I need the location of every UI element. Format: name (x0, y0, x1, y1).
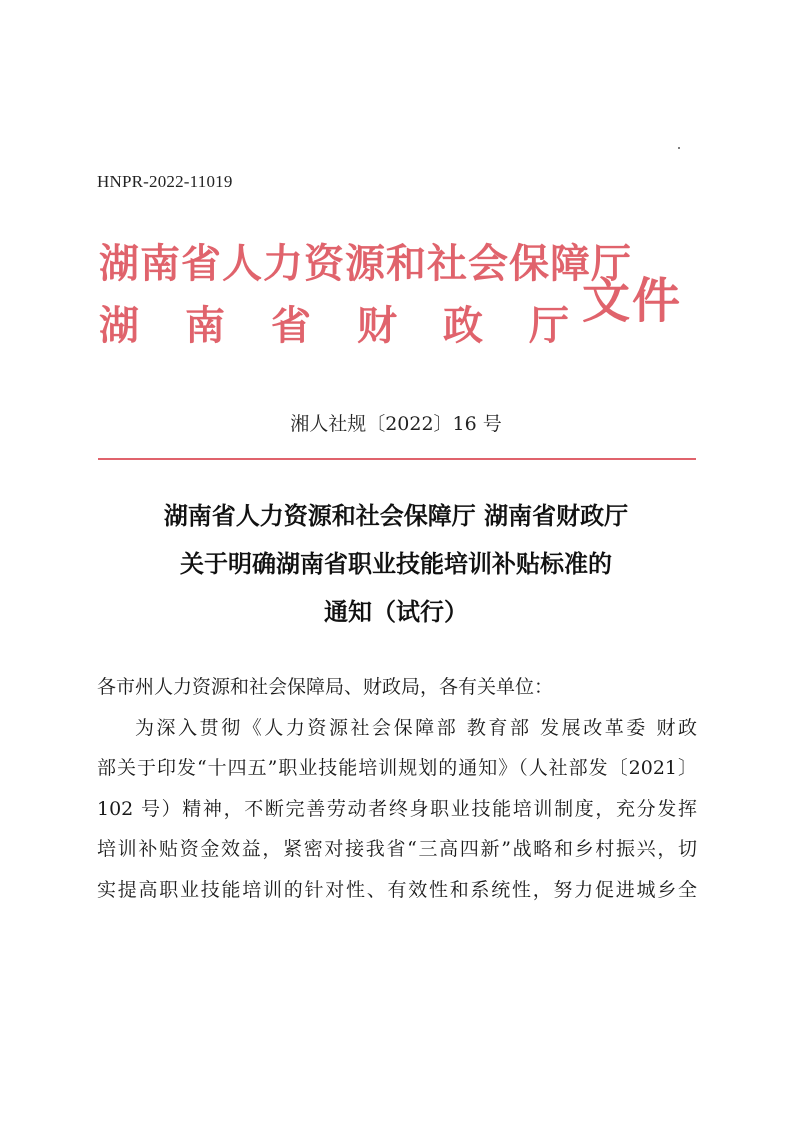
document-number: 湘人社规〔2022〕16 号 (290, 413, 502, 435)
document-suffix: 文件 (582, 273, 683, 329)
issuer-line-2-char: 厅 (529, 303, 569, 349)
issuer-line-2-char: 南 (185, 303, 225, 349)
title-line: 关于明确湖南省职业技能培训补贴标准的 (180, 550, 612, 578)
paragraph-line: 为深入贯彻《人力资源社会保障部 教育部 发展改革委 财政 (135, 716, 697, 739)
title-line: 通知（试行） (324, 598, 468, 626)
paragraph-line: 部关于印发“十四五”职业技能培训规划的通知》（人社部发〔2021〕 (97, 757, 697, 779)
issuer-line-2-char: 湖 (99, 303, 139, 349)
issuer-line-2-char: 政 (443, 303, 483, 349)
title-line: 湖南省人力资源和社会保障厅 湖南省财政厅 (163, 502, 629, 530)
issuer-line-2 (99, 294, 569, 351)
issuer-line-2-char: 财 (357, 303, 397, 349)
document-code: HNPR-2022-11019 (97, 172, 233, 191)
issuer-line-1: 湖南省人力资源和社会保障厅 (99, 241, 632, 287)
paragraph-line: 培训补贴资金效益，紧密对接我省“三高四新”战略和乡村振兴，切 (97, 838, 697, 860)
paragraph-line: 实提高职业技能培训的针对性、有效性和系统性，努力促进城乡全 (97, 878, 697, 901)
document-title (0, 492, 792, 636)
red-divider (98, 458, 696, 460)
issuer-line-2-char: 省 (271, 303, 311, 349)
document-header (99, 232, 719, 352)
scan-speck (678, 147, 680, 149)
salutation: 各市州人力资源和社会保障局、财政局，各有关单位： (97, 676, 554, 698)
document-body (97, 667, 697, 910)
paragraph-line: 102 号）精神，不断完善劳动者终身职业技能培训制度，充分发挥 (97, 797, 697, 820)
